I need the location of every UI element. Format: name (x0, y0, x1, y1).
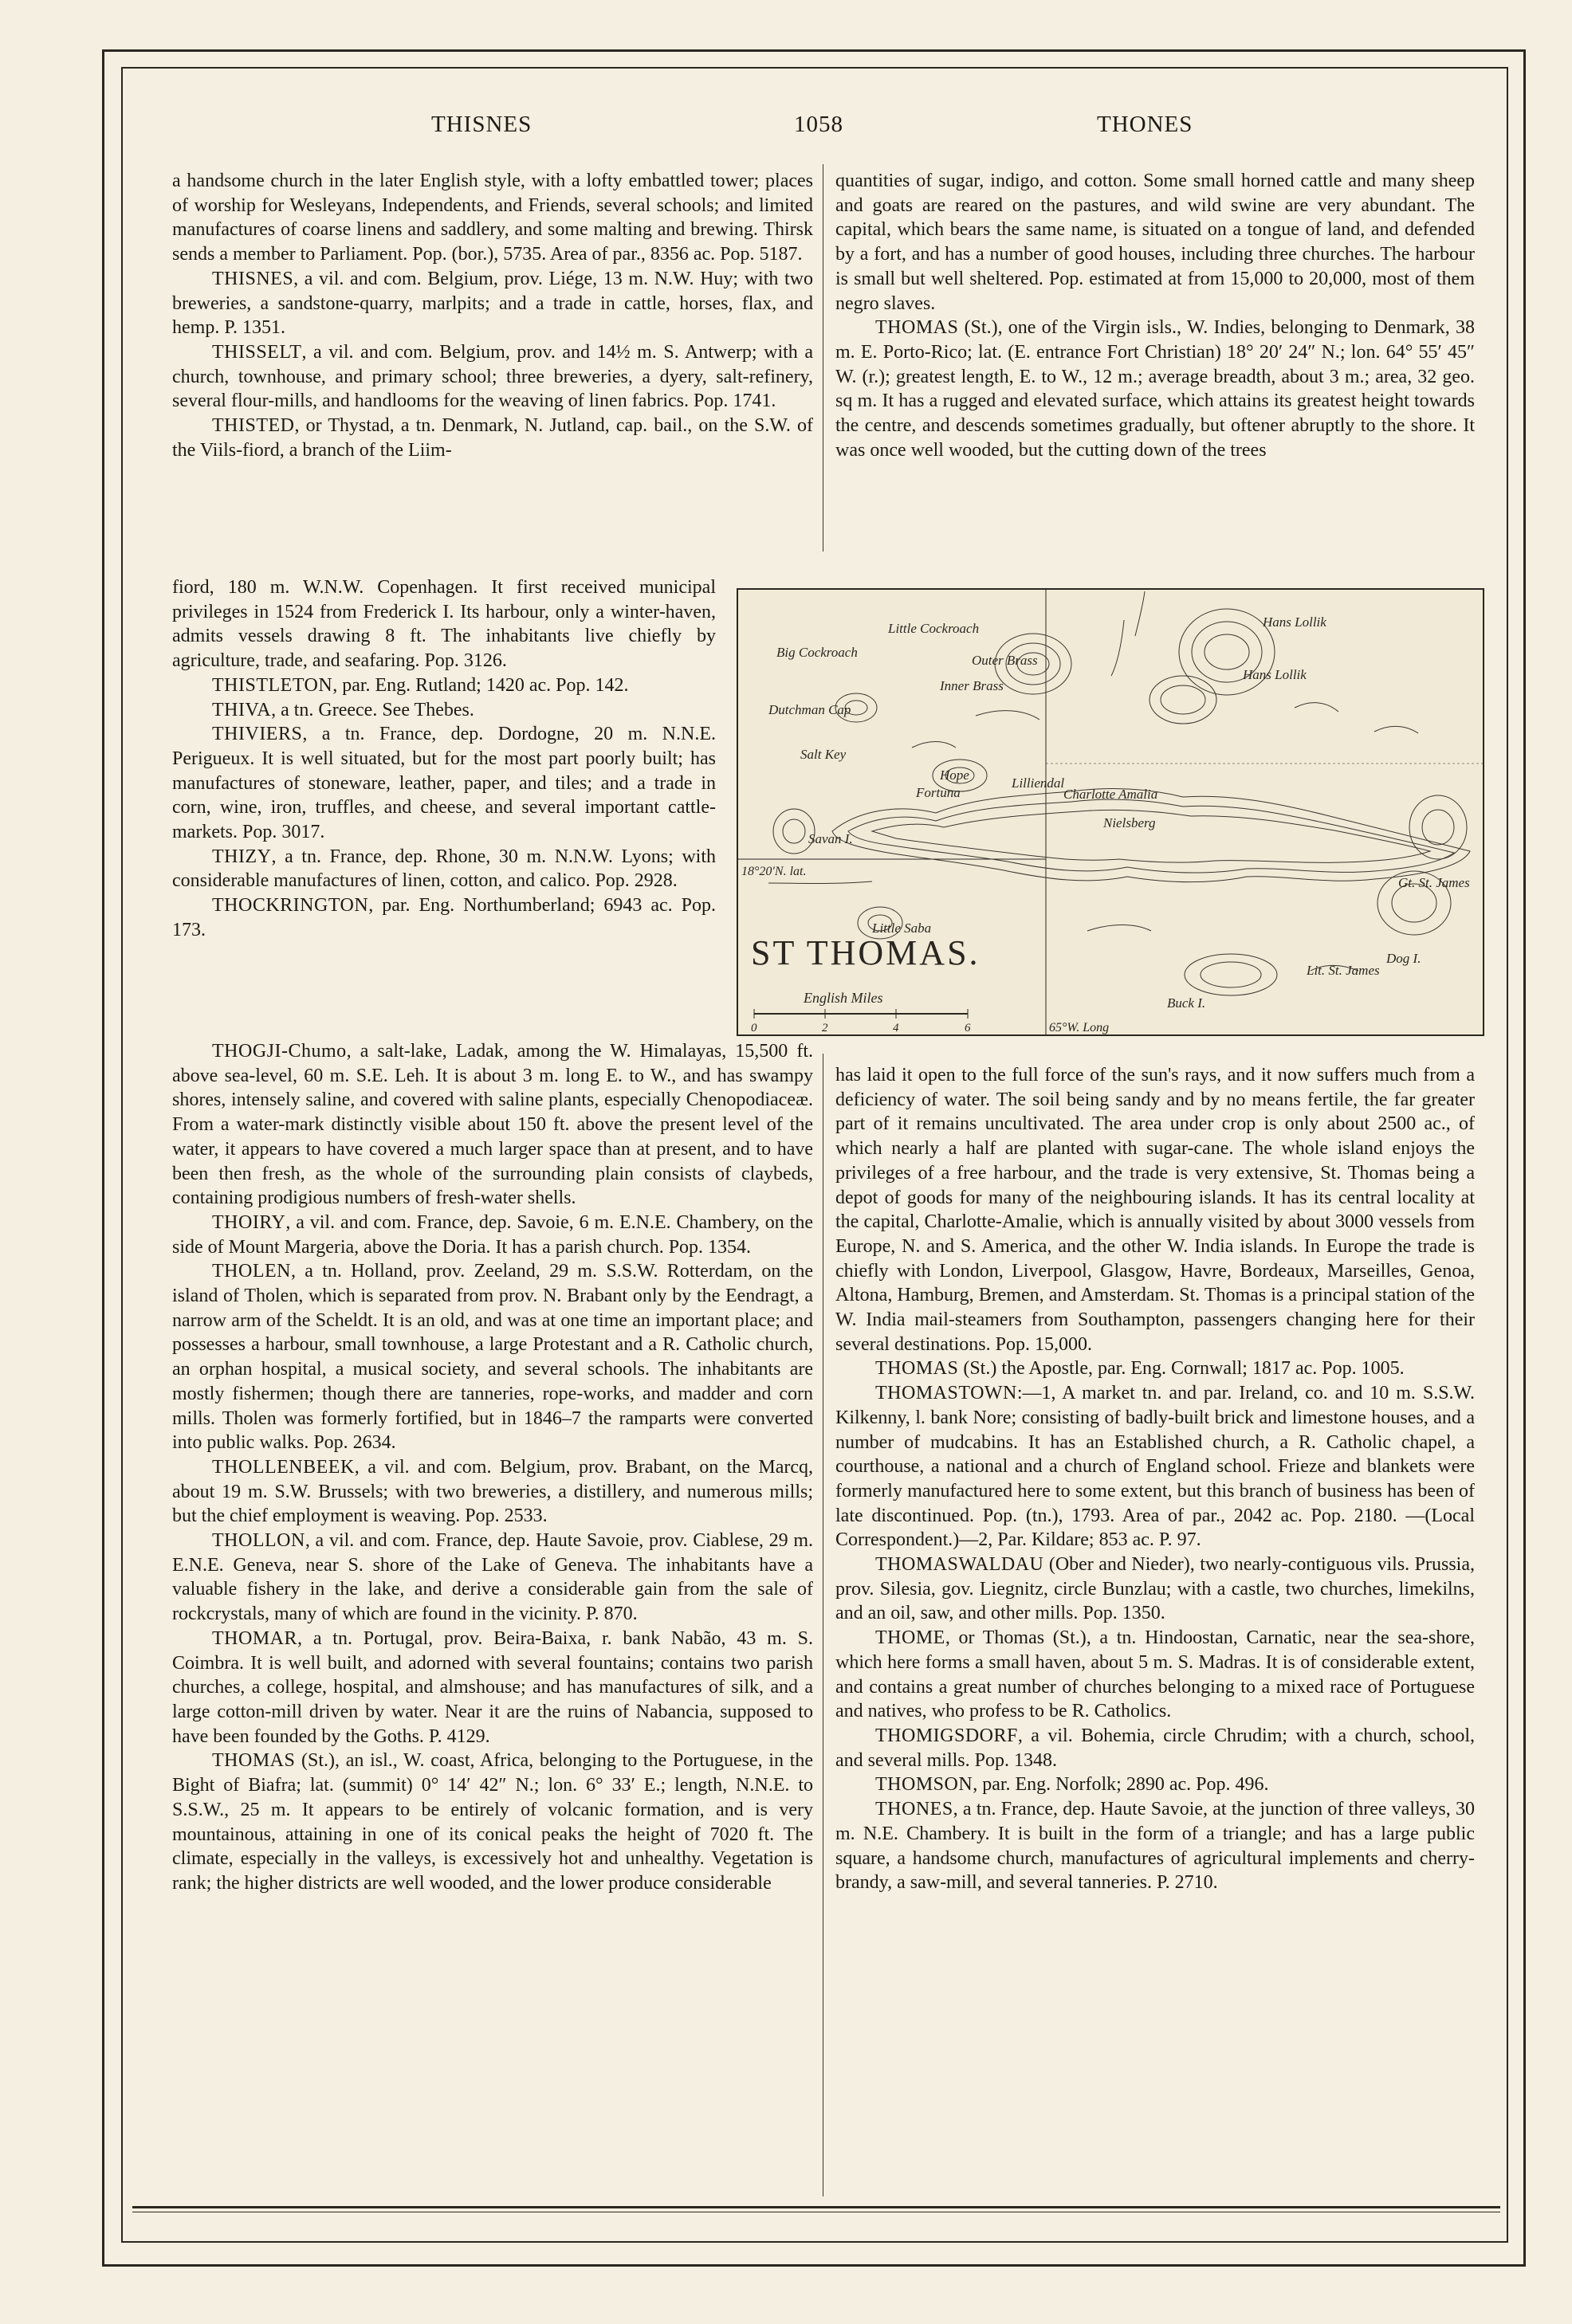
gazetteer-entry (172, 1455, 813, 1529)
entry-body: , a vil. and com. France, dep. Haute Savoie, prov. Ciablese, 29 m. E.N.E. Geneva, near S. shore of the Lake of Geneva. The inhabitants have a valuable fishery in the lake, and derive a considerable gain from the sale of rockcrystals, many of which are found in the vicinity. P. 870. (172, 1530, 813, 1625)
entry-headword: THOCKRINGTON (212, 895, 369, 917)
entry-body: (St.), an isl., W. coast, Africa, belonging to the Portuguese, in the Bight of Biafra; lat. (summit) 0° 14′ 42″ N.; lon. 6° 33′ E.; length, N.N.E. to S.S.W., 25 m. It appears to be entirely of volcanic formation, and is very mountainous, attaining in one of its conical peaks the height of 7020 ft. The climate, especially in the valleys, is excessively hot and unhealthy. Vegetation is rank; the higher districts are well wooded, and the lower produce considerable (172, 1750, 813, 1894)
gazetteer-entry (172, 1039, 813, 1211)
gazetteer-entry (172, 845, 716, 893)
gazetteer-entry (172, 414, 813, 462)
entry-body: (Ober and Nieder), two nearly-contiguous vils. Prussia, prov. Silesia, gov. Liegnitz, circle Bunzlau; with a castle, two churches, limekilns, and an oil, saw, and other mills. Pop. 1350. (835, 1554, 1475, 1624)
entry-body: , par. Eng. Rutland; 1420 ac. Pop. 142. (332, 674, 629, 696)
gazetteer-entry (835, 1797, 1475, 1895)
entry-headword: THOGJI-Chumo (212, 1041, 347, 1062)
entry-headword: THOMAS (875, 317, 959, 339)
entry-headword: THOMAS (875, 1358, 959, 1380)
entry-headword: THISNES (212, 268, 294, 289)
continued-text (172, 575, 716, 673)
map-label-lilliendal: Lilliendal (1012, 775, 1065, 791)
gazetteer-entry (835, 316, 1475, 462)
page-number: 1058 (794, 112, 843, 137)
gazetteer-entry (172, 1627, 813, 1749)
entry-body: , a vil. and com. France, dep. Savoie, 6 m. E.N.E. Chambery, on the side of Mount Margeria, above the Doria. It has a parish church. Pop. 1354. (172, 1211, 813, 1258)
gazetteer-entry (835, 1724, 1475, 1772)
map-title: ST THOMAS. (751, 933, 981, 972)
map-label-little-hans-lollik: Hans Lollik (1263, 614, 1326, 630)
entry-headword: THOLEN (212, 1261, 291, 1282)
left-column-bottom (172, 1039, 813, 1896)
map-scale-tick-6: 6 (965, 1022, 971, 1034)
entry-headword: THONES (875, 1799, 953, 1820)
gazetteer-entry (835, 1553, 1475, 1626)
entry-body: quantities of sugar, indigo, and cotton. Some small horned cattle and many sheep and goats are reared on the pastures, and wild swine are very abundant. The capital, which bears the same name, is situated on a tongue of land, and defended by a fort, and has a number of good houses, including three churches. The harbour is small but well sheltered. Pop. estimated at from 15,000 to 20,000, most of them negro slaves. (835, 171, 1475, 314)
gazetteer-entry (172, 673, 716, 698)
entry-headword: THIVIERS (212, 724, 303, 745)
right-column-bottom (835, 1063, 1475, 1895)
entry-headword: THOMIGSDORF (875, 1725, 1018, 1746)
map-label-little-cockroach: Little Cockroach (888, 621, 980, 636)
entry-body: , a vil. and com. Belgium, prov. and 14½ m. S. Antwerp; with a church, townhouse, and primary school; three breweries, a dyery, salt-refinery, several flour-mills, and handlooms for the weaving of linen fabrics. Pop. 1741. (172, 341, 813, 412)
entry-body: , a vil. and com. Belgium, prov. Brabant, on the Marcq, about 19 m. S.W. Brussels; with two breweries, a distillery, and numerous mills; but the chief employment is weaving. Pop. 2533. (172, 1456, 813, 1527)
entry-headword: THISTED (212, 415, 295, 437)
entry-body: , par. Eng. Northumberland; 6943 ac. Pop. 173. (172, 895, 716, 940)
map-label-little-saba: Little Saba (872, 921, 932, 936)
map-label-hans-lollik: Hans Lollik (1243, 667, 1307, 682)
map-label-fortuna: Fortuna (916, 785, 961, 800)
entry-body: , a tn. Greece. See Thebes. (271, 699, 474, 720)
entry-headword: THOMAR (212, 1627, 298, 1649)
entry-body: (St.), one of the Virgin isls., W. Indies, belonging to Denmark, 38 m. E. Porto-Rico; lat. (E. entrance Fort Christian) 18° 20′ 24″ N.; lon. 64° 55′ 45″ W. (r.); greatest length, E. to W., 12 m.; average breadth, about 3 m.; area, 32 geo. sq m. It has a rugged and elevated surface, which attains its greatest height towards the centre, and descends sometimes gradually, but oftener abruptly to the shore. It was once well wooded, but the cutting down of the trees (835, 317, 1475, 461)
st-thomas-map (737, 588, 1484, 1036)
left-column-middle (172, 575, 716, 943)
header-left-word: THISNES (431, 112, 533, 137)
map-scale-tick-2: 2 (822, 1022, 828, 1034)
bottom-rule (132, 2206, 1500, 2208)
entry-body: (St.) the Apostle, par. Eng. Cornwall; 1817 ac. Pop. 1005. (958, 1358, 1405, 1380)
gazetteer-entry (172, 698, 716, 723)
running-header (132, 112, 1503, 151)
header-right-word: THONES (1097, 112, 1193, 137)
gazetteer-entry (172, 893, 716, 942)
map-lon-label: 65°W. Long (1049, 1021, 1110, 1034)
continued-text (172, 169, 813, 267)
map-label-hope: Hope (940, 767, 969, 783)
entry-body: a handsome church in the later English style, with a lofty embattled tower; places of worship for Wesleyans, Independents, and Friends, several schools; and limited manufactures of coarse linens and saddlery, and some malting and brewing. Thirsk sends a member to Parliament. Pop. (bor.), 5735. Area of par., 8356 ac. Pop. 5187. (172, 171, 813, 265)
gazetteer-entry (172, 1211, 813, 1259)
map-label-salt-key: Salt Key (800, 747, 847, 762)
entry-headword: THISSELT (212, 341, 302, 363)
entry-body: , a tn. France, dep. Dordogne, 20 m. N.N.E. Perigueux. It is well situated, but for the most part poorly built; has manufactures of stoneware, leather, paper, and tiles; and a trade in corn, wine, iron, truffles, and cheese, and several important cattle-markets. Pop. 3017. (172, 724, 716, 843)
entry-body: , or Thystad, a tn. Denmark, N. Jutland, cap. bail., on the S.W. of the Viils-fiord, a branch of the Liim- (172, 415, 813, 461)
entry-body: , a tn. France, dep. Rhone, 30 m. N.N.W. Lyons; with considerable manufactures of linen, cotton, and calico. Pop. 2928. (172, 846, 716, 892)
entry-headword: THOMASWALDAU (875, 1554, 1044, 1576)
map-label-nielsberg: Nielsberg (1103, 815, 1156, 830)
gazetteer-entry (172, 267, 813, 340)
map-label-outer-brass: Outer Brass (972, 653, 1038, 668)
entry-body: :—1, A market tn. and par. Ireland, co. and 10 m. S.S.W. Kilkenny, l. bank Nore; consisting of badly-built brick and limestone houses, and a number of mudcabins. It has an Established church, a R. Catholic chapel, a courthouse, a national and a church of England school. Frieze and blankets were formerly manufactured here to some extent, but this branch of business has been of late discontinued. Pop. (tn.), 1793. Area of par., 2042 ac. Pop. 2180. —(Local Correspondent.)—2, Par. Kildare; 853 ac. P. 97. (835, 1383, 1475, 1551)
continued-text (835, 1063, 1475, 1356)
entry-body: has laid it open to the full force of the sun's rays, and it now suffers much from a deficiency of water. The soil being sandy and by no means fertile, the far greater part of it remains uncultivated. The area under crop is only about 2500 ac., of which nearly a half are planted with sugar-cane. The whole island enjoys the privileges of a free harbour, and the trade is very extensive, St. Thomas being a depot of goods for many of the neighbouring islands. It has its central locality at the capital, Charlotte-Amalie, which is annually visited by about 3000 vessels from Europe, N. and S. America, and the other W. India islands. In Europe the trade is chiefly with London, Liverpool, Glasgow, Havre, Bordeaux, Marseilles, Genoa, Altona, Hamburg, Bremen, and Amsterdam. St. Thomas is a principal station of the W. India mail-steamers from Southampton, passengers changing here for their several destinations. Pop. 15,000. (835, 1065, 1475, 1355)
map-label-great-st-james: Gt. St. James (1398, 875, 1470, 890)
map-label-little-st-james: Lit. St. James (1307, 963, 1380, 978)
entry-headword: THOIRY (212, 1211, 286, 1233)
map-label-dutchman-cap: Dutchman Cap (768, 702, 851, 717)
entry-body: , a vil. and com. Belgium, prov. Liége, 13 m. N.W. Huy; with two breweries, a sandstone-quarry, marlpits; and a trade in cattle, horses, flax, and hemp. P. 1351. (172, 268, 813, 339)
entry-headword: THOLLENBEEK (212, 1456, 355, 1478)
map-scale-tick-0: 0 (751, 1022, 757, 1034)
entry-headword: THOMASTOWN (875, 1383, 1017, 1404)
entry-headword: THIZY (212, 846, 272, 867)
gazetteer-entry (172, 1749, 813, 1895)
entry-body: , par. Eng. Norfolk; 2890 ac. Pop. 496. (973, 1774, 1269, 1796)
gazetteer-entry (835, 1356, 1475, 1381)
entry-body: , a tn. Portugal, prov. Beira-Baixa, r. bank Nabão, 43 m. S. Coimbra. It is well built, and adorned with several fountains; contains two parish churches, a college, hospital, and almshouse; and has manufactures of silk, and a large cotton-mill driven by water. Near it are the ruins of Nabancia, supposed to have been founded by the Goths. P. 4129. (172, 1627, 813, 1747)
entry-body: , a tn. France, dep. Haute Savoie, at the junction of three valleys, 30 m. N.E. Chambery. It is built in the form of a triangle; and has a large public square, a handsome church, manufactures of agricultural implements and cherry-brandy, a saw-mill, and several tanneries. P. 2710. (835, 1799, 1475, 1894)
entry-headword: THIVA (212, 699, 272, 720)
entry-body: fiord, 180 m. W.N.W. Copenhagen. It first received municipal privileges in 1524 from Frederick I. Its harbour, only a winter-haven, admits vessels drawing 8 ft. The inhabitants live chiefly by agriculture, trade, and seafaring. Pop. 3126. (172, 577, 716, 672)
continued-text (835, 169, 1475, 316)
entry-headword: THOMAS (212, 1750, 296, 1772)
map-lat-label: 18°20′N. lat. (741, 865, 807, 878)
left-column-top (172, 169, 813, 462)
map-label-buck-island: Buck I. (1167, 995, 1206, 1011)
gazetteer-entry (172, 340, 813, 414)
entry-headword: THOMSON (875, 1774, 973, 1796)
entry-headword: THISTLETON (212, 674, 333, 696)
entry-body: , a vil. Bohemia, circle Chrudim; with a church, school, and several mills. Pop. 1348. (835, 1725, 1475, 1771)
map-scale-tick-4: 4 (893, 1022, 899, 1034)
map-label-savan: Savan I. (808, 831, 853, 846)
entry-headword: THOLLON (212, 1530, 305, 1552)
gazetteer-entry (172, 722, 716, 845)
entry-body: , a salt-lake, Ladak, among the W. Himalayas, 15,500 ft. above sea-level, 60 m. S.E. Leh. It is about 3 m. long E. to W., and has swampy shores, intensely saline, and covered with saline plants, especially Chenopodiaceæ. From a water-mark distinctly visible about 150 ft. above the present level of the water, it appears to have covered a much larger space than at present, and to have been then fresh, as the whole of the surrounding plain consists of claybeds, containing prodigious numbers of fresh-water shells. (172, 1041, 813, 1209)
map-label-inner-brass: Inner Brass (940, 678, 1004, 693)
entry-body: , a tn. Holland, prov. Zeeland, 29 m. S.S.W. Rotterdam, on the island of Tholen, which is separated from prov. N. Brabant only by the Eendragt, a narrow arm of the Scheldt. It is an old, and was at one time an important place; and possesses a harbour, small townhouse, a large Protestant and a R. Catholic church, an orphan hospital, a musical society, and several schools. The inhabitants are mostly fishermen; though there are tanneries, rope-works, and madder and corn mills. Tholen was formerly fortified, but in 1846–7 the ramparts were converted into public walks. Pop. 2634. (172, 1261, 813, 1454)
right-column-top (835, 169, 1475, 462)
gazetteer-entry (835, 1626, 1475, 1724)
gazetteer-entry (172, 1529, 813, 1627)
entry-headword: THOME (875, 1627, 945, 1649)
map-scale-label: English Miles (804, 990, 883, 1006)
map-label-dog-island: Dog I. (1386, 951, 1421, 966)
gazetteer-entry (172, 1259, 813, 1455)
gazetteer-entry (835, 1381, 1475, 1553)
entry-body: , or Thomas (St.), a tn. Hindoostan, Carnatic, near the sea-shore, which here forms a small haven, about 5 m. S. Madras. It is of considerable extent, and contains a great number of churches belonging to a mixed race of Portuguese and natives, who profess to be R. Catholics. (835, 1627, 1475, 1722)
map-label-big-cockroach: Big Cockroach (776, 645, 858, 660)
gazetteer-entry (835, 1772, 1475, 1797)
map-label-charlotte-amalia: Charlotte Amalia (1063, 787, 1158, 802)
